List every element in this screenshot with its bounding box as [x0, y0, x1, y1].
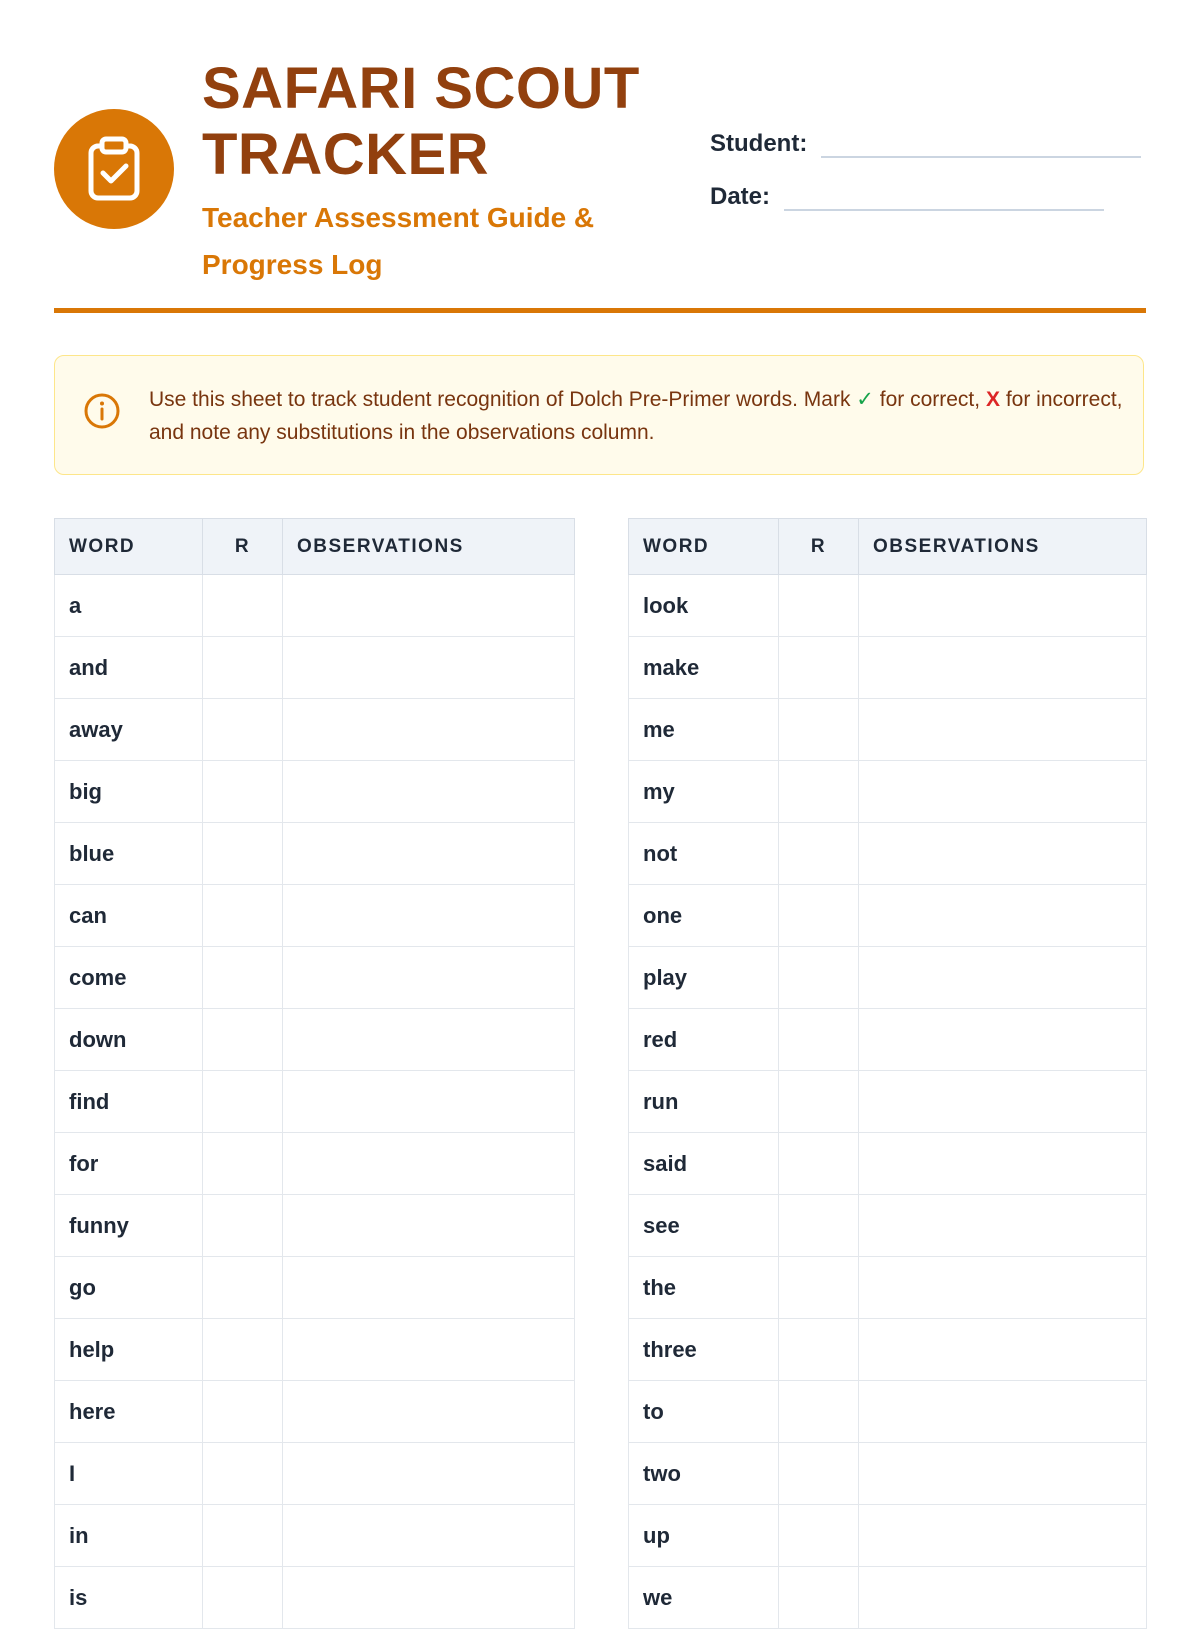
- recognition-cell[interactable]: [203, 1257, 283, 1319]
- table-row: [629, 699, 1147, 761]
- table-row: [629, 575, 1147, 637]
- observations-cell[interactable]: [859, 1009, 1147, 1071]
- instruction-note: [54, 355, 1144, 475]
- table-row: [55, 1319, 575, 1381]
- recognition-cell[interactable]: [779, 1257, 859, 1319]
- observations-cell[interactable]: [283, 1071, 575, 1133]
- word-cell: and: [55, 637, 203, 699]
- table-row: [629, 1009, 1147, 1071]
- word-cell: one: [629, 885, 779, 947]
- page-subtitle: Teacher Assessment Guide & Progress Log: [202, 202, 595, 280]
- table-row: [55, 1133, 575, 1195]
- observations-cell[interactable]: [859, 1319, 1147, 1381]
- table-row: [55, 885, 575, 947]
- observations-cell[interactable]: [859, 1257, 1147, 1319]
- recognition-cell[interactable]: [203, 885, 283, 947]
- header-divider: [54, 308, 1146, 313]
- observations-cell[interactable]: [283, 1381, 575, 1443]
- word-cell: come: [55, 947, 203, 1009]
- column-header-r: R: [203, 519, 283, 575]
- observations-cell[interactable]: [283, 1133, 575, 1195]
- observations-cell[interactable]: [859, 637, 1147, 699]
- observations-cell[interactable]: [859, 699, 1147, 761]
- word-cell: the: [629, 1257, 779, 1319]
- note-text-part2: for correct,: [879, 388, 981, 411]
- recognition-cell[interactable]: [203, 637, 283, 699]
- observations-cell[interactable]: [283, 1319, 575, 1381]
- recognition-cell[interactable]: [203, 1009, 283, 1071]
- observations-cell[interactable]: [283, 885, 575, 947]
- instruction-text: [149, 383, 1129, 449]
- table-row: [55, 947, 575, 1009]
- logo-badge: [54, 109, 174, 229]
- table-row: [55, 1071, 575, 1133]
- word-cell: blue: [55, 823, 203, 885]
- table-row: [629, 947, 1147, 1009]
- word-cell: find: [55, 1071, 203, 1133]
- word-cell: see: [629, 1195, 779, 1257]
- observations-cell[interactable]: [859, 1567, 1147, 1629]
- recognition-cell[interactable]: [203, 1443, 283, 1505]
- column-header-r: R: [779, 519, 859, 575]
- recognition-cell[interactable]: [779, 1319, 859, 1381]
- word-cell: up: [629, 1505, 779, 1567]
- recognition-cell[interactable]: [779, 947, 859, 1009]
- student-input-line[interactable]: [821, 126, 1141, 158]
- table-row: [55, 699, 575, 761]
- recognition-cell[interactable]: [779, 1009, 859, 1071]
- recognition-cell[interactable]: [203, 1071, 283, 1133]
- word-cell: play: [629, 947, 779, 1009]
- recognition-cell[interactable]: [203, 1195, 283, 1257]
- recognition-cell[interactable]: [779, 1505, 859, 1567]
- x-icon: X: [985, 388, 1000, 411]
- word-cell: down: [55, 1009, 203, 1071]
- date-field: [710, 179, 1104, 211]
- recognition-cell[interactable]: [779, 1381, 859, 1443]
- observations-cell[interactable]: [283, 1257, 575, 1319]
- page-title: SAFARI SCOUT TRACKER: [202, 56, 640, 187]
- table-row: [55, 1195, 575, 1257]
- recognition-cell[interactable]: [779, 1567, 859, 1629]
- word-cell: red: [629, 1009, 779, 1071]
- recognition-cell[interactable]: [779, 823, 859, 885]
- word-cell: in: [55, 1505, 203, 1567]
- table-row: [629, 1381, 1147, 1443]
- word-cell: can: [55, 885, 203, 947]
- word-cell: look: [629, 575, 779, 637]
- observations-cell[interactable]: [283, 575, 575, 637]
- recognition-cell[interactable]: [203, 575, 283, 637]
- table-row: [629, 1567, 1147, 1629]
- clipboard-check-icon: [85, 136, 143, 202]
- word-cell: a: [55, 575, 203, 637]
- recognition-cell[interactable]: [779, 637, 859, 699]
- observations-cell[interactable]: [859, 947, 1147, 1009]
- observations-cell[interactable]: [859, 1195, 1147, 1257]
- student-field: [710, 126, 1141, 158]
- date-label: Date:: [710, 183, 771, 210]
- observations-cell[interactable]: [283, 637, 575, 699]
- observations-cell[interactable]: [283, 761, 575, 823]
- table-row: [55, 1009, 575, 1071]
- observations-cell[interactable]: [859, 575, 1147, 637]
- word-cell: for: [55, 1133, 203, 1195]
- column-header-observations: OBSERVATIONS: [859, 519, 1147, 575]
- table-header-row: [629, 519, 1147, 575]
- observations-cell[interactable]: [859, 1381, 1147, 1443]
- recognition-cell[interactable]: [779, 575, 859, 637]
- observations-cell[interactable]: [859, 1133, 1147, 1195]
- table-row: [629, 1505, 1147, 1567]
- recognition-cell[interactable]: [779, 1071, 859, 1133]
- table-row: [629, 1319, 1147, 1381]
- table-header-row: [55, 519, 575, 575]
- word-cell: is: [55, 1567, 203, 1629]
- observations-cell[interactable]: [283, 1195, 575, 1257]
- recognition-cell[interactable]: [203, 1505, 283, 1567]
- word-cell: help: [55, 1319, 203, 1381]
- table-row: [629, 637, 1147, 699]
- recognition-cell[interactable]: [779, 1195, 859, 1257]
- column-header-observations: OBSERVATIONS: [283, 519, 575, 575]
- recognition-cell[interactable]: [779, 761, 859, 823]
- observations-cell[interactable]: [859, 885, 1147, 947]
- check-icon: ✓: [856, 388, 874, 411]
- table-row: [629, 1443, 1147, 1505]
- date-input-line[interactable]: [784, 179, 1104, 211]
- word-table-right: [628, 518, 1147, 1629]
- observations-cell[interactable]: [859, 1505, 1147, 1567]
- observations-cell[interactable]: [283, 1567, 575, 1629]
- word-cell: me: [629, 699, 779, 761]
- word-cell: here: [55, 1381, 203, 1443]
- recognition-cell[interactable]: [203, 1567, 283, 1629]
- word-table-left: [54, 518, 575, 1629]
- word-cell: I: [55, 1443, 203, 1505]
- table-row: [55, 761, 575, 823]
- table-row: [629, 1257, 1147, 1319]
- table-row: [629, 1195, 1147, 1257]
- observations-cell[interactable]: [859, 1071, 1147, 1133]
- word-cell: big: [55, 761, 203, 823]
- table-row: [55, 1505, 575, 1567]
- table-row: [629, 1071, 1147, 1133]
- table-row: [55, 575, 575, 637]
- observations-cell[interactable]: [283, 1443, 575, 1505]
- observations-cell[interactable]: [859, 823, 1147, 885]
- note-text-part1: Use this sheet to track student recognition of Dolch Pre-Primer words. Mark: [149, 388, 851, 411]
- recognition-cell[interactable]: [203, 823, 283, 885]
- recognition-cell[interactable]: [203, 1133, 283, 1195]
- word-cell: three: [629, 1319, 779, 1381]
- word-cell: to: [629, 1381, 779, 1443]
- column-header-word: WORD: [629, 519, 779, 575]
- table-row: [55, 1567, 575, 1629]
- recognition-cell[interactable]: [779, 885, 859, 947]
- recognition-cell[interactable]: [779, 1443, 859, 1505]
- column-header-word: WORD: [55, 519, 203, 575]
- recognition-cell[interactable]: [203, 1381, 283, 1443]
- word-cell: said: [629, 1133, 779, 1195]
- table-row: [629, 1133, 1147, 1195]
- table-row: [629, 885, 1147, 947]
- word-cell: make: [629, 637, 779, 699]
- word-cell: away: [55, 699, 203, 761]
- table-row: [55, 637, 575, 699]
- note-text-part3: for incorrect, and note any substitutions in the observations column.: [149, 388, 1123, 444]
- word-cell: we: [629, 1567, 779, 1629]
- word-cell: run: [629, 1071, 779, 1133]
- recognition-cell[interactable]: [779, 1133, 859, 1195]
- info-icon: [83, 392, 121, 430]
- observations-cell[interactable]: [283, 1009, 575, 1071]
- observations-cell[interactable]: [283, 699, 575, 761]
- word-cell: go: [55, 1257, 203, 1319]
- recognition-cell[interactable]: [779, 699, 859, 761]
- table-row: [55, 1257, 575, 1319]
- observations-cell[interactable]: [283, 823, 575, 885]
- table-row: [629, 823, 1147, 885]
- word-cell: two: [629, 1443, 779, 1505]
- word-cell: my: [629, 761, 779, 823]
- recognition-cell[interactable]: [203, 947, 283, 1009]
- recognition-cell[interactable]: [203, 761, 283, 823]
- observations-cell[interactable]: [859, 1443, 1147, 1505]
- table-row: [629, 761, 1147, 823]
- table-row: [55, 823, 575, 885]
- word-cell: funny: [55, 1195, 203, 1257]
- student-label: Student:: [710, 130, 808, 157]
- observations-cell[interactable]: [283, 1505, 575, 1567]
- recognition-cell[interactable]: [203, 699, 283, 761]
- table-row: [55, 1443, 575, 1505]
- observations-cell[interactable]: [859, 761, 1147, 823]
- observations-cell[interactable]: [283, 947, 575, 1009]
- table-row: [55, 1381, 575, 1443]
- recognition-cell[interactable]: [203, 1319, 283, 1381]
- word-cell: not: [629, 823, 779, 885]
